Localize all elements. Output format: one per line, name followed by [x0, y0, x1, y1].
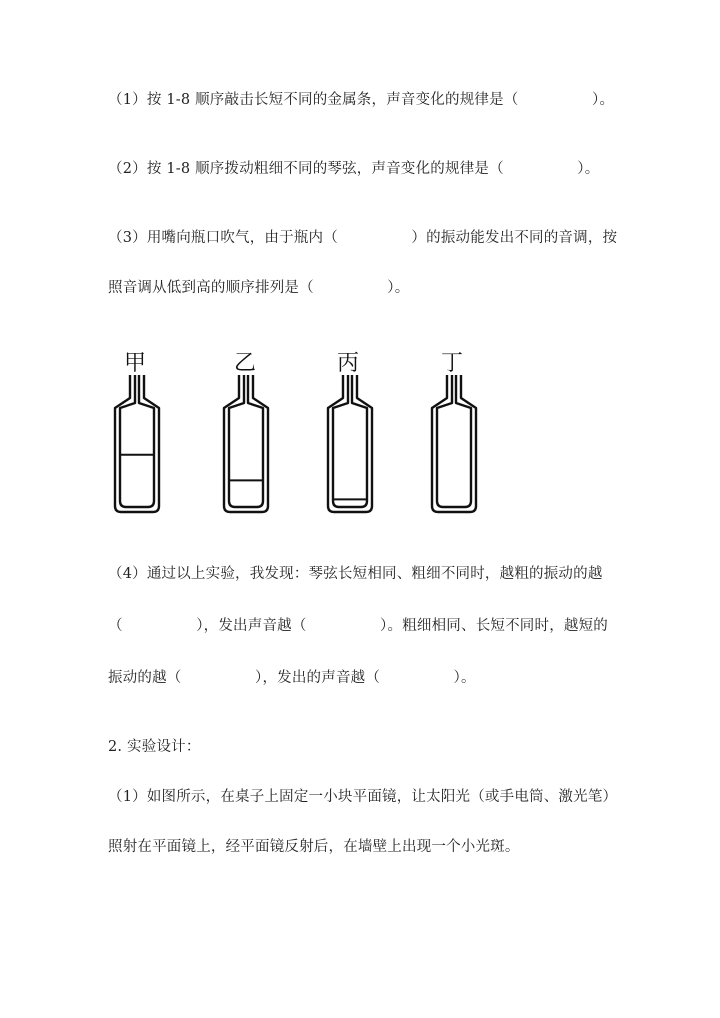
bottle-jia: [115, 375, 159, 512]
bottle-label-ding: 丁: [441, 351, 464, 376]
bottle-yi-outer-wall: [224, 375, 268, 512]
bottle-label-yi: 乙: [234, 351, 257, 376]
bottle-ding: [432, 375, 476, 512]
q1-line-4: 照音调从低到高的顺序排列是（ ）。: [108, 280, 410, 296]
bottle-yi-inner-wall: [229, 375, 263, 507]
q4-line-1: （4）通过以上实验，我发现：琴弦长短相同、粗细不同时，越粗的振动的越: [108, 566, 603, 582]
bottle-jia-inner-wall: [120, 375, 154, 507]
bottle-bing-outer-wall: [328, 375, 372, 512]
bottles-drawing: [100, 340, 500, 530]
q1-line-1: （1）按 1-8 顺序敲击长短不同的金属条，声音变化的规律是（ ）。: [108, 92, 615, 108]
bottle-label-bing: 丙: [337, 351, 360, 376]
bottle-ding-inner-wall: [437, 375, 471, 507]
bottle-bing-inner-wall: [333, 375, 367, 507]
bottle-yi: [224, 375, 268, 512]
bottle-ding-outer-wall: [432, 375, 476, 512]
q4-line-2: （ ），发出声音越（ ）。粗细相同、长短不同时，越短的: [108, 618, 608, 634]
section-2-line-1: （1）如图所示，在桌子上固定一小块平面镜，让太阳光（或手电筒、激光笔）: [108, 789, 618, 805]
bottle-label-jia: 甲: [124, 351, 147, 376]
bottle-bing: [328, 375, 372, 512]
bottle-jia-outer-wall: [115, 375, 159, 512]
q4-line-3: 振动的越（ ），发出的声音越（ ）。: [108, 670, 476, 686]
q1-line-3: （3）用嘴向瓶口吹气，由于瓶内（ ）的振动能发出不同的音调，按: [108, 230, 618, 246]
section-2-title: 2. 实验设计：: [108, 739, 201, 755]
section-2-line-2: 照射在平面镜上，经平面镜反射后，在墙壁上出现一个小光斑。: [108, 839, 520, 855]
bottle-figure: [100, 340, 500, 530]
q1-line-2: （2）按 1-8 顺序拨动粗细不同的琴弦，声音变化的规律是（ ）。: [108, 161, 600, 177]
